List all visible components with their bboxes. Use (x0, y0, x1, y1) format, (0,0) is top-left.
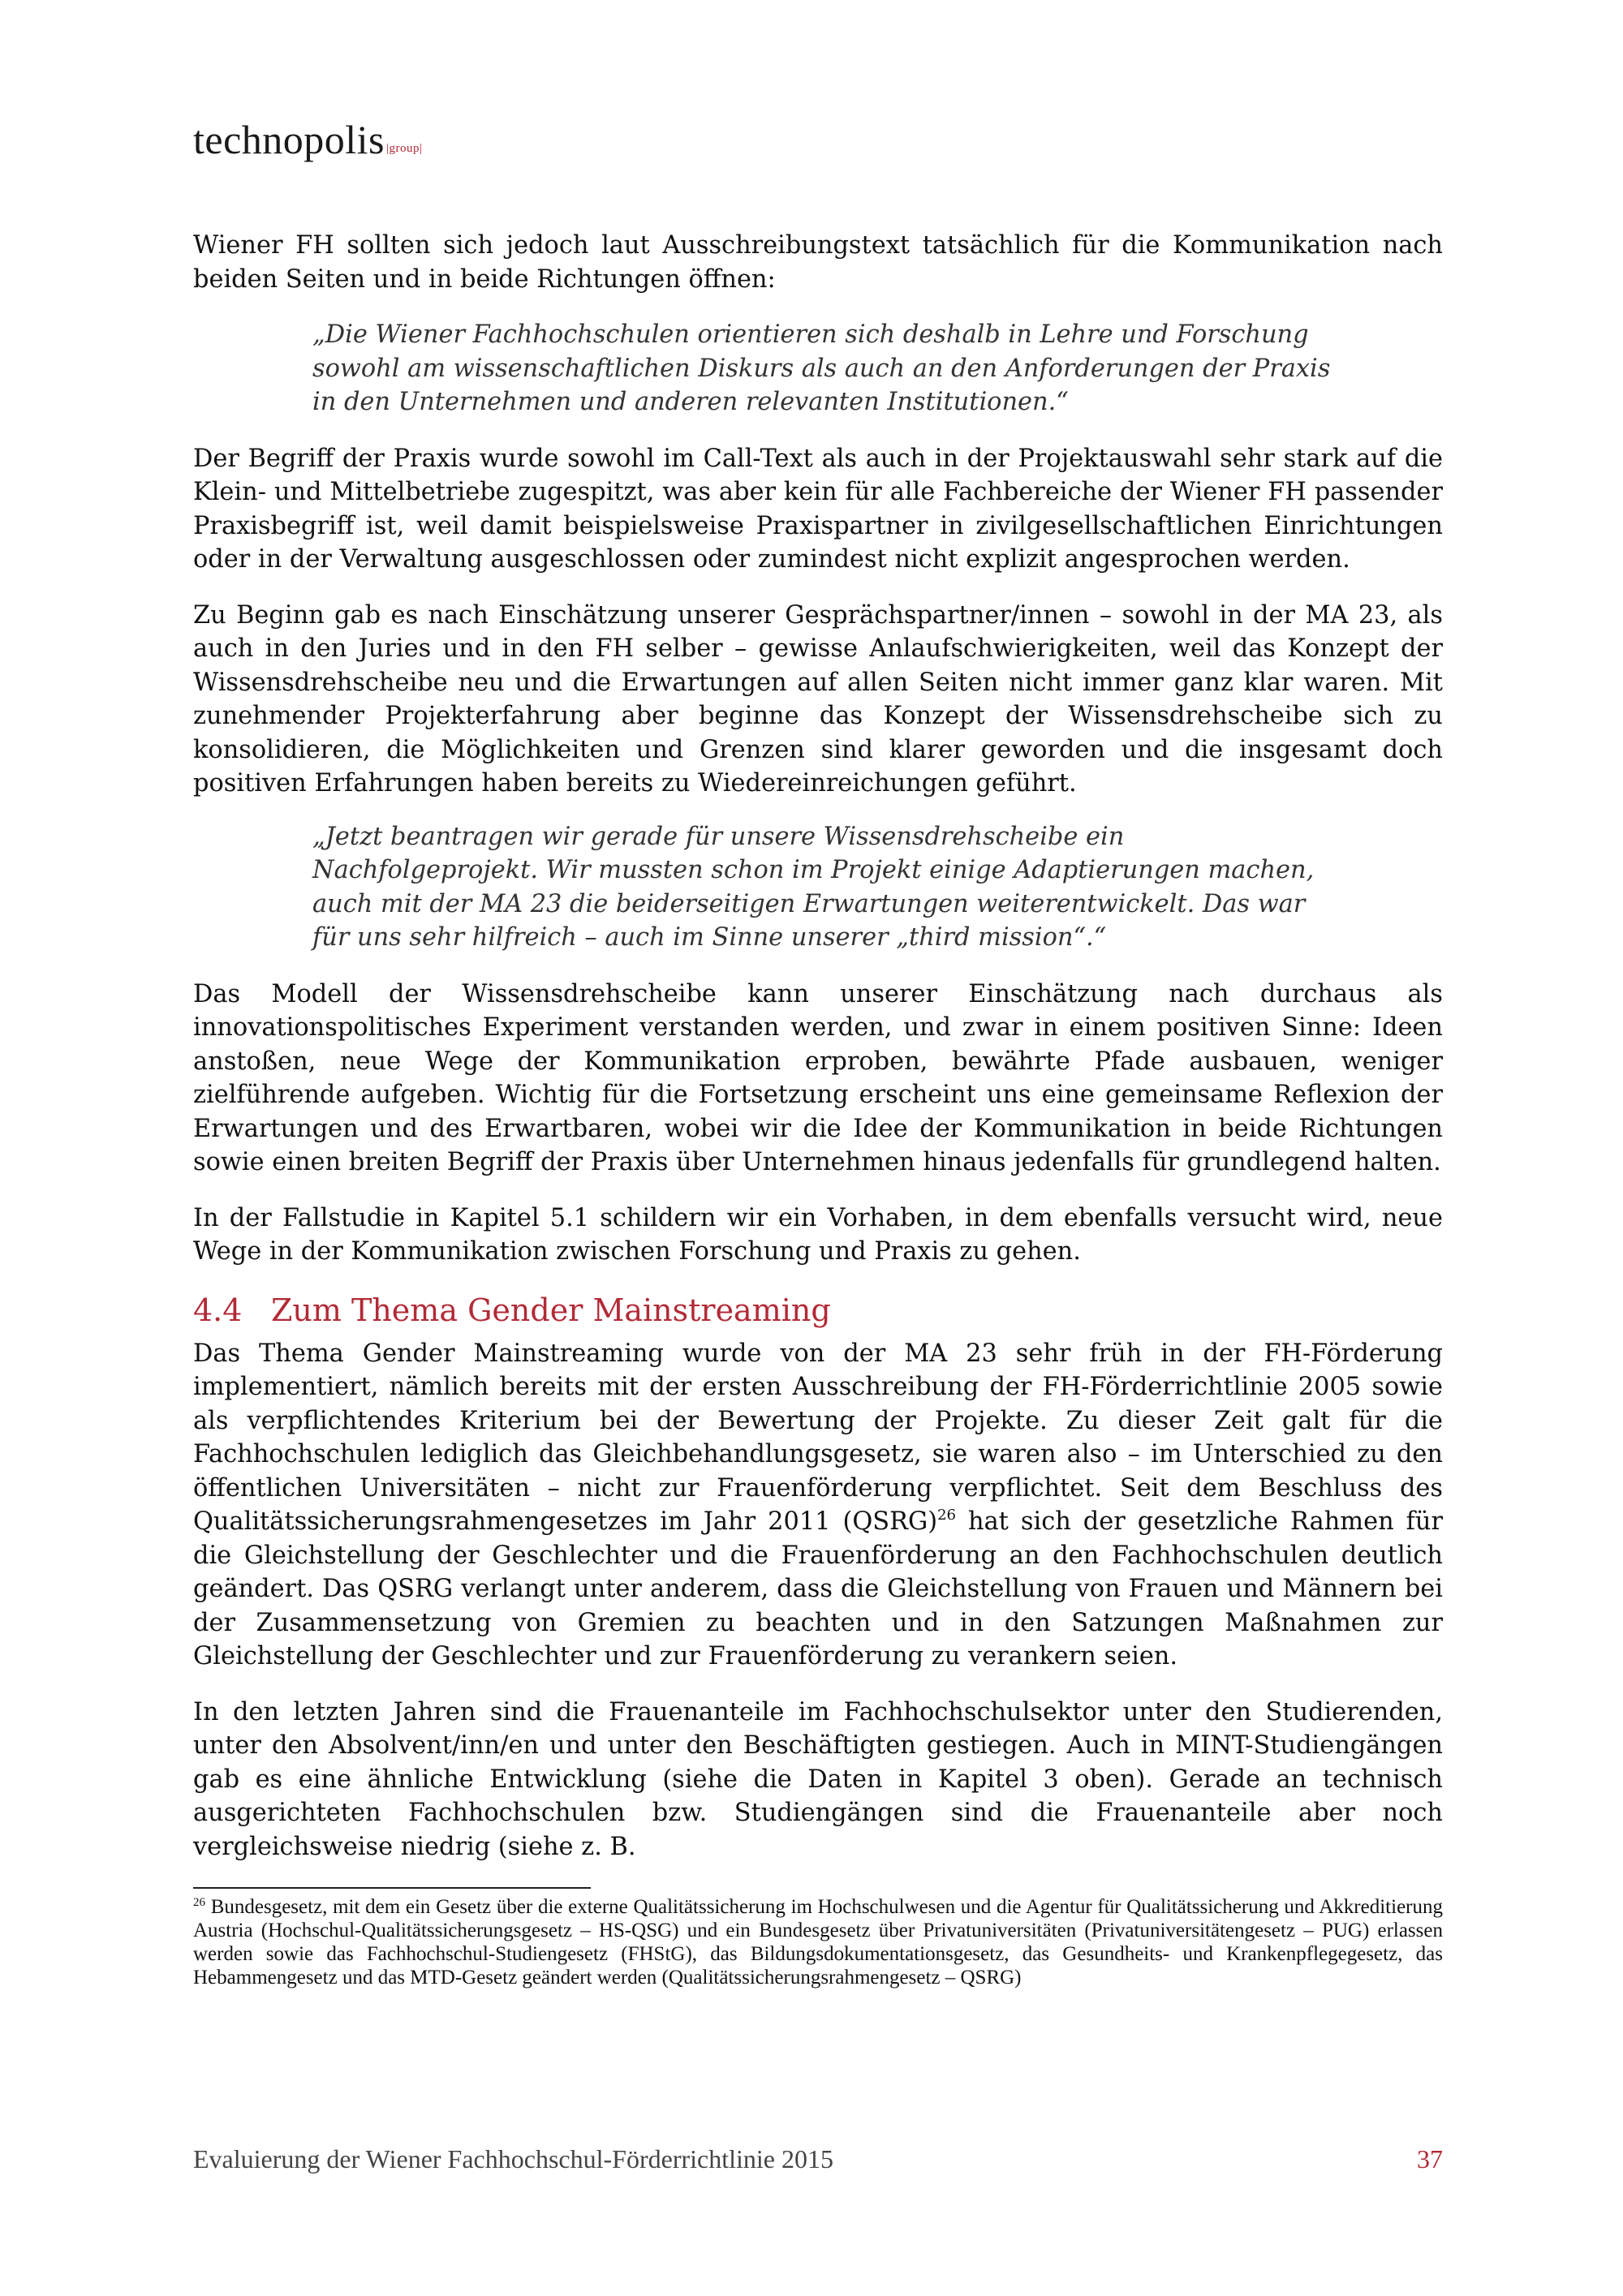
paragraph-text-part: hat sich der gesetzliche Rahmen für die Gleichstellung der Geschlechter und die Frauenförderung an den Fachhochschulen deutlich geändert. Das QSRG verlangt unter anderem, dass die Gleichstellung von Frauen und Männern bei der Zusammensetzung von Gremien zu beachten und in den Satzungen Maßnahmen zur Gleichstellung der Geschlechter und zur Frauenförderung zu verankern seien. (193, 1507, 1443, 1670)
footnote-text: Bundesgesetz, mit dem ein Gesetz über die externe Qualitätssicherung im Hochschulwesen und die Agentur für Qualitätssicherung und Akkreditierung Austria (Hochschul-Qualitätssicherungsgesetz – HS-QSG) und ein Bundesgesetz über Privatuniversitäten (Privatuniversitätengesetz – PUG) erlassen werden sowie das Fachhochschul-Studiengesetz (FHStG), das Bildungsdokumentationsgesetz, das Gesundheits- und Krankenpflegegesetz, das Hebammengesetz und das MTD-Gesetz geändert werden (Qualitätssicherungsrahmengesetz – QSRG) (193, 1896, 1443, 1989)
paragraph-text-part: Das Thema Gender Mainstreaming wurde von der MA 23 sehr früh in der FH-Förderung implementiert, nämlich bereits mit der ersten Ausschreibung der FH-Förderrichtlinie 2005 sowie als verpflichtendes Kriterium bei der Bewertung der Projekte. Zu dieser Zeit galt für die Fachhochschulen lediglich das Gleichbehandlungsgesetz, sie waren also – im Unterschied zu den öffentlichen Universitäten – nicht zur Frauenförderung verpflichtet. Seit dem Beschluss des Qualitätssicherungsrahmengesetzes im Jahr 2011 (QSRG) (193, 1339, 1443, 1536)
section-heading (193, 1292, 1443, 1329)
page-number: 37 (1417, 2144, 1443, 2173)
section-title: Zum Thema Gender Mainstreaming (271, 1292, 831, 1328)
footnote-divider (193, 1887, 591, 1889)
paragraph-fallstudie: In der Fallstudie in Kapitel 5.1 schildern wir ein Vorhaben, in dem ebenfalls versucht wird, neue Wege in der Kommunikation zwischen Forschung und Praxis zu gehen. (193, 1203, 1443, 1266)
footer-title: Evaluierung der Wiener Fachhochschul-Förderrichtlinie 2015 (193, 2144, 833, 2173)
logo-text: technopolis (193, 117, 385, 162)
paragraph-gender-mainstreaming (193, 1337, 1443, 1674)
paragraph-frauenanteile: In den letzten Jahren sind die Frauenanteile im Fachhochschulsektor unter den Studierenden, unter den Absolvent/inn/en und unter den Beschäftigten gestiegen. Auch in MINT-Studiengängen gab es eine ähnliche Entwicklung (siehe die Daten in Kapitel 3 oben). Gerade an technisch ausgerichteten Fachhochschulen bzw. Studiengängen sind die Frauenanteile aber noch vergleichsweise niedrig (siehe z. B. (193, 1697, 1443, 1861)
page-body (193, 229, 1443, 1885)
quote-nachfolgeprojekt: „Jetzt beantragen wir gerade für unsere Wissensdrehscheibe ein Nachfolgeprojekt. Wir mussten schon im Projekt einige Adaptierungen machen, auch mit der MA 23 die beiderseitigen Erwartungen weiterentwickelt. Das war für uns sehr hilfreich – auch im Sinne unserer „third mission“.“ (312, 822, 1315, 952)
logo-subtext: |group| (386, 142, 423, 155)
section-number: 4.4 (193, 1292, 243, 1328)
paragraph-praxis-begriff: Der Begriff der Praxis wurde sowohl im Call-Text als auch in der Projektauswahl sehr stark auf die Klein- und Mittelbetriebe zugespitzt, was aber kein für alle Fachbereiche der Wiener FH passender Praxisbegriff ist, weil damit beispielsweise Praxispartner in zivilgesellschaftlichen Einrichtungen oder in der Verwaltung ausgeschlossen oder zumindest nicht explizit angesprochen werden. (193, 444, 1443, 574)
footnote (193, 1895, 1443, 1989)
paragraph-anlaufschwierigkeiten: Zu Beginn gab es nach Einschätzung unserer Gesprächspartner/innen – sowohl in der MA 23, als auch in den Juries und in den FH selber – gewisse Anlaufschwierigkeiten, weil das Konzept der Wissensdrehscheibe neu und die Erwartungen auf allen Seiten nicht immer ganz klar waren. Mit zunehmender Projekterfahrung aber beginne das Konzept der Wissensdrehscheibe sich zu konsolidieren, die Möglichkeiten und Grenzen sind klarer geworden und die insgesamt doch positiven Erfahrungen haben bereits zu Wiedereinreichungen geführt. (193, 600, 1443, 798)
quote-call-text: „Die Wiener Fachhochschulen orientieren sich deshalb in Lehre und Forschung sowohl am wissenschaftlichen Diskurs als auch an den Anforderungen der Praxis in den Unternehmen und anderen relevanten Institutionen.“ (312, 320, 1331, 416)
paragraph-intro: Wiener FH sollten sich jedoch laut Ausschreibungstext tatsächlich für die Kommunikation nach beiden Seiten und in beide Richtungen öffnen: (193, 231, 1443, 294)
footnote-reference[interactable]: 26 (937, 1507, 956, 1524)
footnote-number: 26 (193, 1896, 205, 1909)
company-logo (193, 116, 423, 163)
paragraph-innovationspolitik: Das Modell der Wissensdrehscheibe kann unserer Einschätzung nach durchaus als innovationspolitisches Experiment verstanden werden, und zwar in einem positiven Sinne: Ideen anstoßen, neue Wege der Kommunikation erproben, bewährte Pfade ausbauen, weniger zielführende aufgeben. Wichtig für die Fortsetzung erscheint uns eine gemeinsame Reflexion der Erwartungen und des Erwartbaren, wobei wir die Idee der Kommunikation in beide Richtungen sowie einen breiten Begriff der Praxis über Unternehmen hinaus jedenfalls für grundlegend halten. (193, 979, 1443, 1176)
